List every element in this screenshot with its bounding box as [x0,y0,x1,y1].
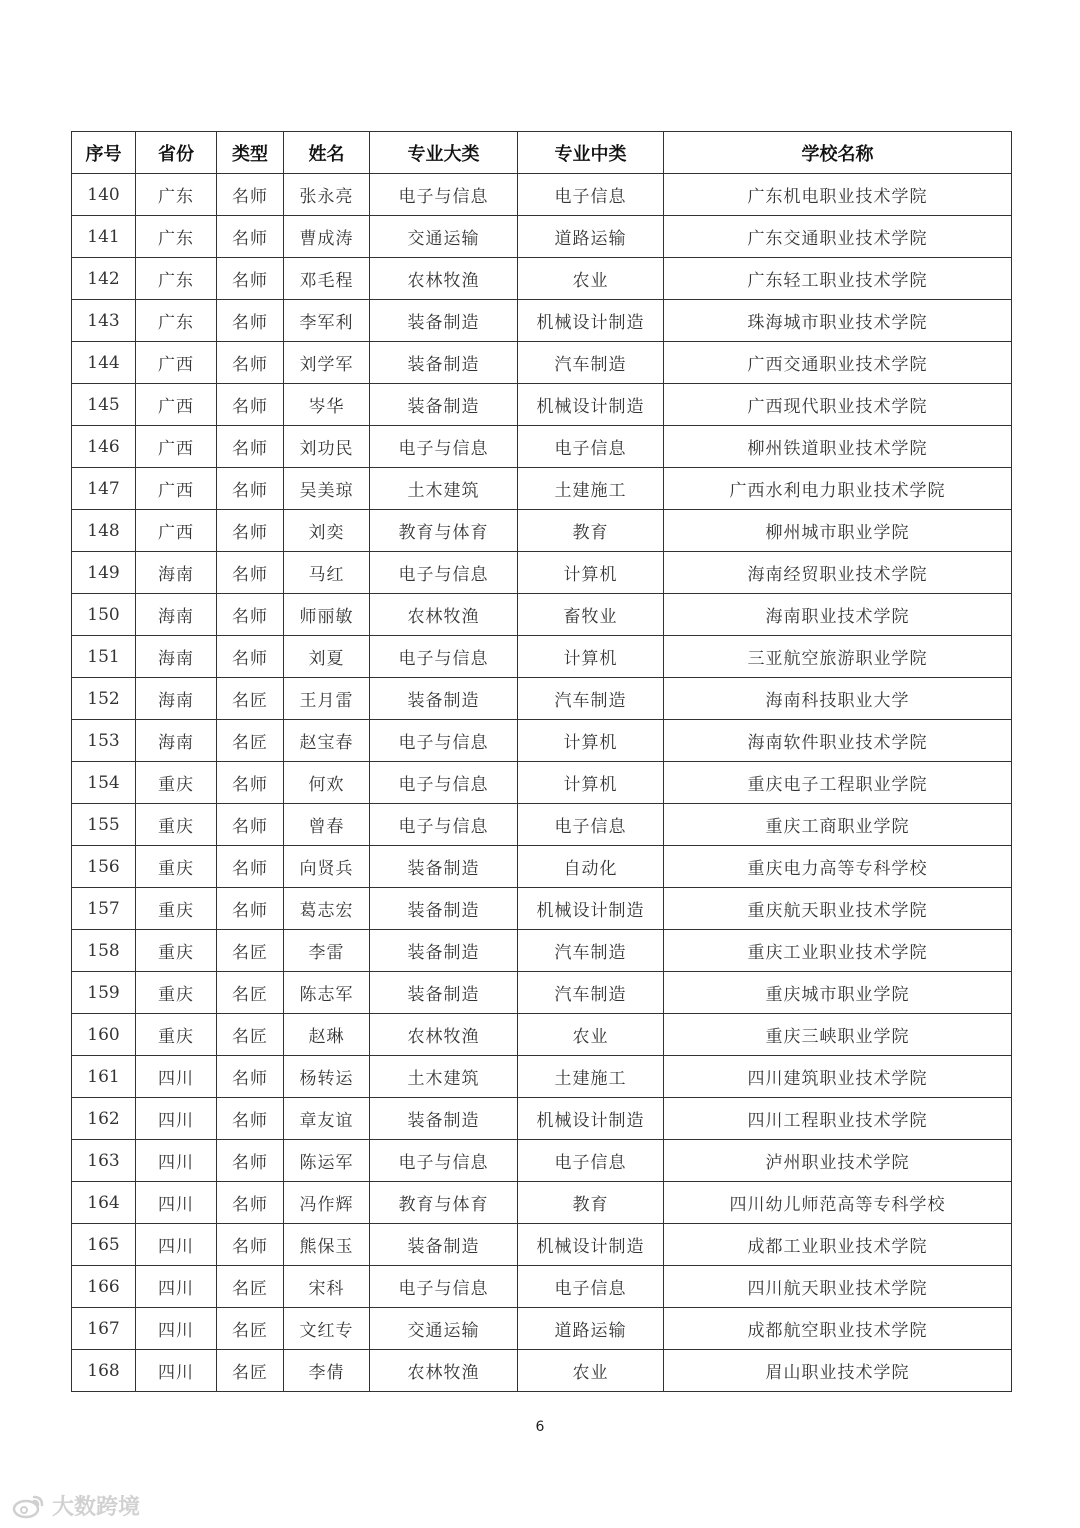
table-row [72,426,1012,468]
cell-major-subcategory: 机械设计制造 [518,888,664,930]
cell-type: 名师 [217,846,284,888]
cell-name: 陈志军 [284,972,370,1014]
cell-name: 吴美琼 [284,468,370,510]
header-major-subcategory: 专业中类 [518,132,664,174]
cell-name: 文红专 [284,1308,370,1350]
cell-name: 向贤兵 [284,846,370,888]
cell-school-name: 广东机电职业技术学院 [664,174,1012,216]
cell-index: 154 [72,762,136,804]
table-row [72,1350,1012,1392]
cell-index: 156 [72,846,136,888]
table-row [72,804,1012,846]
cell-name: 曹成涛 [284,216,370,258]
cell-type: 名师 [217,552,284,594]
cell-major-subcategory: 计算机 [518,552,664,594]
cell-name: 刘夏 [284,636,370,678]
cell-school-name: 眉山职业技术学院 [664,1350,1012,1392]
cell-major-category: 电子与信息 [370,1266,518,1308]
cell-index: 164 [72,1182,136,1224]
watermark-text: 大数跨境 [52,1495,141,1520]
table-row [72,972,1012,1014]
cell-index: 151 [72,636,136,678]
cell-name: 邓毛程 [284,258,370,300]
cell-major-subcategory: 计算机 [518,762,664,804]
cell-school-name: 重庆航天职业技术学院 [664,888,1012,930]
cell-type: 名师 [217,1182,284,1224]
cell-index: 166 [72,1266,136,1308]
cell-province: 四川 [136,1266,217,1308]
cell-major-subcategory: 汽车制造 [518,678,664,720]
table-row [72,174,1012,216]
cell-name: 王月雷 [284,678,370,720]
cell-province: 重庆 [136,1014,217,1056]
header-name: 姓名 [284,132,370,174]
cell-province: 四川 [136,1182,217,1224]
table-row [72,762,1012,804]
cell-major-category: 电子与信息 [370,720,518,762]
header-province: 省份 [136,132,217,174]
table-row [72,1140,1012,1182]
cell-type: 名匠 [217,930,284,972]
cell-major-category: 农林牧渔 [370,258,518,300]
cell-major-category: 装备制造 [370,930,518,972]
cell-province: 广东 [136,174,217,216]
table-row [72,1308,1012,1350]
cell-province: 海南 [136,678,217,720]
cell-type: 名师 [217,888,284,930]
cell-name: 章友谊 [284,1098,370,1140]
cell-major-category: 电子与信息 [370,426,518,468]
cell-index: 163 [72,1140,136,1182]
cell-province: 重庆 [136,762,217,804]
cell-index: 155 [72,804,136,846]
cell-type: 名师 [217,300,284,342]
table-row [72,888,1012,930]
cell-province: 四川 [136,1350,217,1392]
cell-province: 海南 [136,594,217,636]
cell-major-subcategory: 汽车制造 [518,342,664,384]
cell-index: 158 [72,930,136,972]
table-row [72,300,1012,342]
header-school-name: 学校名称 [664,132,1012,174]
table-row [72,720,1012,762]
cell-school-name: 四川工程职业技术学院 [664,1098,1012,1140]
cell-type: 名师 [217,1056,284,1098]
cell-name: 师丽敏 [284,594,370,636]
cell-school-name: 成都工业职业技术学院 [664,1224,1012,1266]
cell-name: 张永亮 [284,174,370,216]
table-row [72,510,1012,552]
cell-school-name: 成都航空职业技术学院 [664,1308,1012,1350]
cell-index: 146 [72,426,136,468]
cell-school-name: 海南软件职业技术学院 [664,720,1012,762]
cell-province: 四川 [136,1308,217,1350]
cell-name: 李军利 [284,300,370,342]
cell-index: 143 [72,300,136,342]
cell-type: 名师 [217,636,284,678]
cell-major-subcategory: 农业 [518,258,664,300]
cell-major-category: 装备制造 [370,678,518,720]
table-row [72,678,1012,720]
cell-name: 冯作辉 [284,1182,370,1224]
page-number: 6 [535,1419,545,1435]
cell-major-subcategory: 计算机 [518,720,664,762]
cell-province: 重庆 [136,972,217,1014]
cell-type: 名师 [217,1224,284,1266]
cell-school-name: 三亚航空旅游职业学院 [664,636,1012,678]
cell-type: 名师 [217,342,284,384]
cell-major-category: 装备制造 [370,300,518,342]
cell-school-name: 广西交通职业技术学院 [664,342,1012,384]
cell-province: 四川 [136,1140,217,1182]
cell-index: 162 [72,1098,136,1140]
cell-type: 名师 [217,216,284,258]
cell-major-category: 农林牧渔 [370,1350,518,1392]
cell-school-name: 广西水利电力职业技术学院 [664,468,1012,510]
cell-index: 165 [72,1224,136,1266]
cell-major-category: 电子与信息 [370,762,518,804]
cell-province: 重庆 [136,888,217,930]
table-row [72,1056,1012,1098]
cell-type: 名匠 [217,1014,284,1056]
cell-index: 142 [72,258,136,300]
watermark [12,1490,140,1521]
cell-type: 名匠 [217,720,284,762]
cell-index: 167 [72,1308,136,1350]
cell-major-subcategory: 自动化 [518,846,664,888]
cell-index: 168 [72,1350,136,1392]
cell-major-category: 电子与信息 [370,552,518,594]
cell-index: 148 [72,510,136,552]
cell-index: 153 [72,720,136,762]
cell-school-name: 四川建筑职业技术学院 [664,1056,1012,1098]
cell-major-category: 电子与信息 [370,1140,518,1182]
cell-province: 广东 [136,216,217,258]
cell-name: 杨转运 [284,1056,370,1098]
cell-major-subcategory: 农业 [518,1014,664,1056]
cell-major-subcategory: 机械设计制造 [518,300,664,342]
cell-province: 四川 [136,1224,217,1266]
cell-province: 广西 [136,468,217,510]
header-index: 序号 [72,132,136,174]
table-row [72,636,1012,678]
cell-major-subcategory: 计算机 [518,636,664,678]
cell-name: 宋科 [284,1266,370,1308]
cell-province: 海南 [136,720,217,762]
cell-type: 名师 [217,594,284,636]
cell-school-name: 海南经贸职业技术学院 [664,552,1012,594]
cell-major-subcategory: 电子信息 [518,1140,664,1182]
cell-type: 名师 [217,1098,284,1140]
cell-name: 曾春 [284,804,370,846]
cell-province: 广西 [136,384,217,426]
cell-type: 名匠 [217,1350,284,1392]
cell-province: 四川 [136,1056,217,1098]
cell-province: 广西 [136,342,217,384]
cell-major-subcategory: 电子信息 [518,1266,664,1308]
table-row [72,1182,1012,1224]
table-row [72,1224,1012,1266]
cell-major-category: 装备制造 [370,384,518,426]
table-header-row [72,132,1012,174]
table-row [72,594,1012,636]
table-row [72,552,1012,594]
cell-school-name: 泸州职业技术学院 [664,1140,1012,1182]
cell-major-subcategory: 畜牧业 [518,594,664,636]
personnel-table [71,131,1012,1392]
cell-major-category: 土木建筑 [370,1056,518,1098]
cell-major-category: 交通运输 [370,1308,518,1350]
cell-index: 160 [72,1014,136,1056]
cell-school-name: 海南科技职业大学 [664,678,1012,720]
cell-major-category: 电子与信息 [370,804,518,846]
cell-name: 岑华 [284,384,370,426]
cell-index: 157 [72,888,136,930]
cell-type: 名匠 [217,678,284,720]
cell-major-subcategory: 教育 [518,1182,664,1224]
weibo-logo-icon [12,1492,46,1520]
cell-major-subcategory: 汽车制造 [518,972,664,1014]
cell-major-subcategory: 机械设计制造 [518,1224,664,1266]
cell-school-name: 重庆城市职业学院 [664,972,1012,1014]
cell-type: 名匠 [217,1308,284,1350]
cell-type: 名师 [217,384,284,426]
cell-province: 广西 [136,426,217,468]
cell-major-category: 装备制造 [370,1224,518,1266]
cell-major-subcategory: 电子信息 [518,426,664,468]
table-row [72,1014,1012,1056]
cell-name: 何欢 [284,762,370,804]
cell-index: 150 [72,594,136,636]
cell-type: 名师 [217,762,284,804]
cell-index: 159 [72,972,136,1014]
cell-school-name: 四川幼儿师范高等专科学校 [664,1182,1012,1224]
cell-index: 145 [72,384,136,426]
cell-school-name: 重庆工业职业技术学院 [664,930,1012,972]
cell-name: 刘学军 [284,342,370,384]
cell-type: 名师 [217,1140,284,1182]
cell-major-category: 电子与信息 [370,174,518,216]
cell-index: 152 [72,678,136,720]
cell-index: 149 [72,552,136,594]
cell-type: 名师 [217,174,284,216]
cell-province: 四川 [136,1098,217,1140]
cell-province: 重庆 [136,846,217,888]
cell-major-category: 教育与体育 [370,510,518,552]
cell-school-name: 广东交通职业技术学院 [664,216,1012,258]
cell-school-name: 珠海城市职业技术学院 [664,300,1012,342]
cell-major-subcategory: 农业 [518,1350,664,1392]
cell-major-category: 农林牧渔 [370,594,518,636]
cell-major-subcategory: 机械设计制造 [518,1098,664,1140]
cell-type: 名匠 [217,972,284,1014]
cell-type: 名师 [217,468,284,510]
cell-major-category: 农林牧渔 [370,1014,518,1056]
table-row [72,846,1012,888]
cell-name: 马红 [284,552,370,594]
cell-name: 刘功民 [284,426,370,468]
header-type: 类型 [217,132,284,174]
table-row [72,930,1012,972]
cell-major-subcategory: 道路运输 [518,1308,664,1350]
cell-major-category: 装备制造 [370,846,518,888]
cell-major-category: 电子与信息 [370,636,518,678]
cell-major-subcategory: 电子信息 [518,804,664,846]
cell-school-name: 柳州城市职业学院 [664,510,1012,552]
cell-major-category: 装备制造 [370,888,518,930]
cell-major-category: 装备制造 [370,1098,518,1140]
cell-province: 重庆 [136,804,217,846]
cell-school-name: 重庆工商职业学院 [664,804,1012,846]
cell-index: 141 [72,216,136,258]
cell-school-name: 广东轻工职业技术学院 [664,258,1012,300]
cell-index: 161 [72,1056,136,1098]
cell-school-name: 海南职业技术学院 [664,594,1012,636]
cell-school-name: 柳州铁道职业技术学院 [664,426,1012,468]
cell-type: 名师 [217,804,284,846]
cell-major-category: 装备制造 [370,972,518,1014]
cell-province: 广东 [136,300,217,342]
cell-major-subcategory: 教育 [518,510,664,552]
cell-name: 陈运军 [284,1140,370,1182]
table-row [72,468,1012,510]
cell-major-subcategory: 土建施工 [518,468,664,510]
cell-school-name: 四川航天职业技术学院 [664,1266,1012,1308]
cell-province: 海南 [136,552,217,594]
cell-name: 刘奕 [284,510,370,552]
cell-type: 名师 [217,510,284,552]
cell-type: 名师 [217,258,284,300]
cell-major-category: 装备制造 [370,342,518,384]
cell-school-name: 广西现代职业技术学院 [664,384,1012,426]
cell-index: 140 [72,174,136,216]
cell-name: 李雷 [284,930,370,972]
cell-type: 名匠 [217,1266,284,1308]
cell-major-subcategory: 汽车制造 [518,930,664,972]
header-major-category: 专业大类 [370,132,518,174]
cell-province: 广东 [136,258,217,300]
cell-index: 144 [72,342,136,384]
cell-major-category: 教育与体育 [370,1182,518,1224]
cell-major-subcategory: 电子信息 [518,174,664,216]
cell-name: 李倩 [284,1350,370,1392]
cell-index: 147 [72,468,136,510]
cell-name: 葛志宏 [284,888,370,930]
cell-name: 赵琳 [284,1014,370,1056]
cell-major-subcategory: 道路运输 [518,216,664,258]
table-row [72,1266,1012,1308]
cell-type: 名师 [217,426,284,468]
cell-major-category: 交通运输 [370,216,518,258]
cell-major-category: 土木建筑 [370,468,518,510]
cell-province: 重庆 [136,930,217,972]
cell-school-name: 重庆电子工程职业学院 [664,762,1012,804]
cell-major-subcategory: 机械设计制造 [518,384,664,426]
cell-province: 广西 [136,510,217,552]
table-row [72,216,1012,258]
cell-name: 赵宝春 [284,720,370,762]
table-body [72,174,1012,1392]
table-row [72,384,1012,426]
cell-major-subcategory: 土建施工 [518,1056,664,1098]
cell-school-name: 重庆三峡职业学院 [664,1014,1012,1056]
table-row [72,258,1012,300]
cell-school-name: 重庆电力高等专科学校 [664,846,1012,888]
cell-name: 熊保玉 [284,1224,370,1266]
table-row [72,1098,1012,1140]
table-row [72,342,1012,384]
cell-province: 海南 [136,636,217,678]
